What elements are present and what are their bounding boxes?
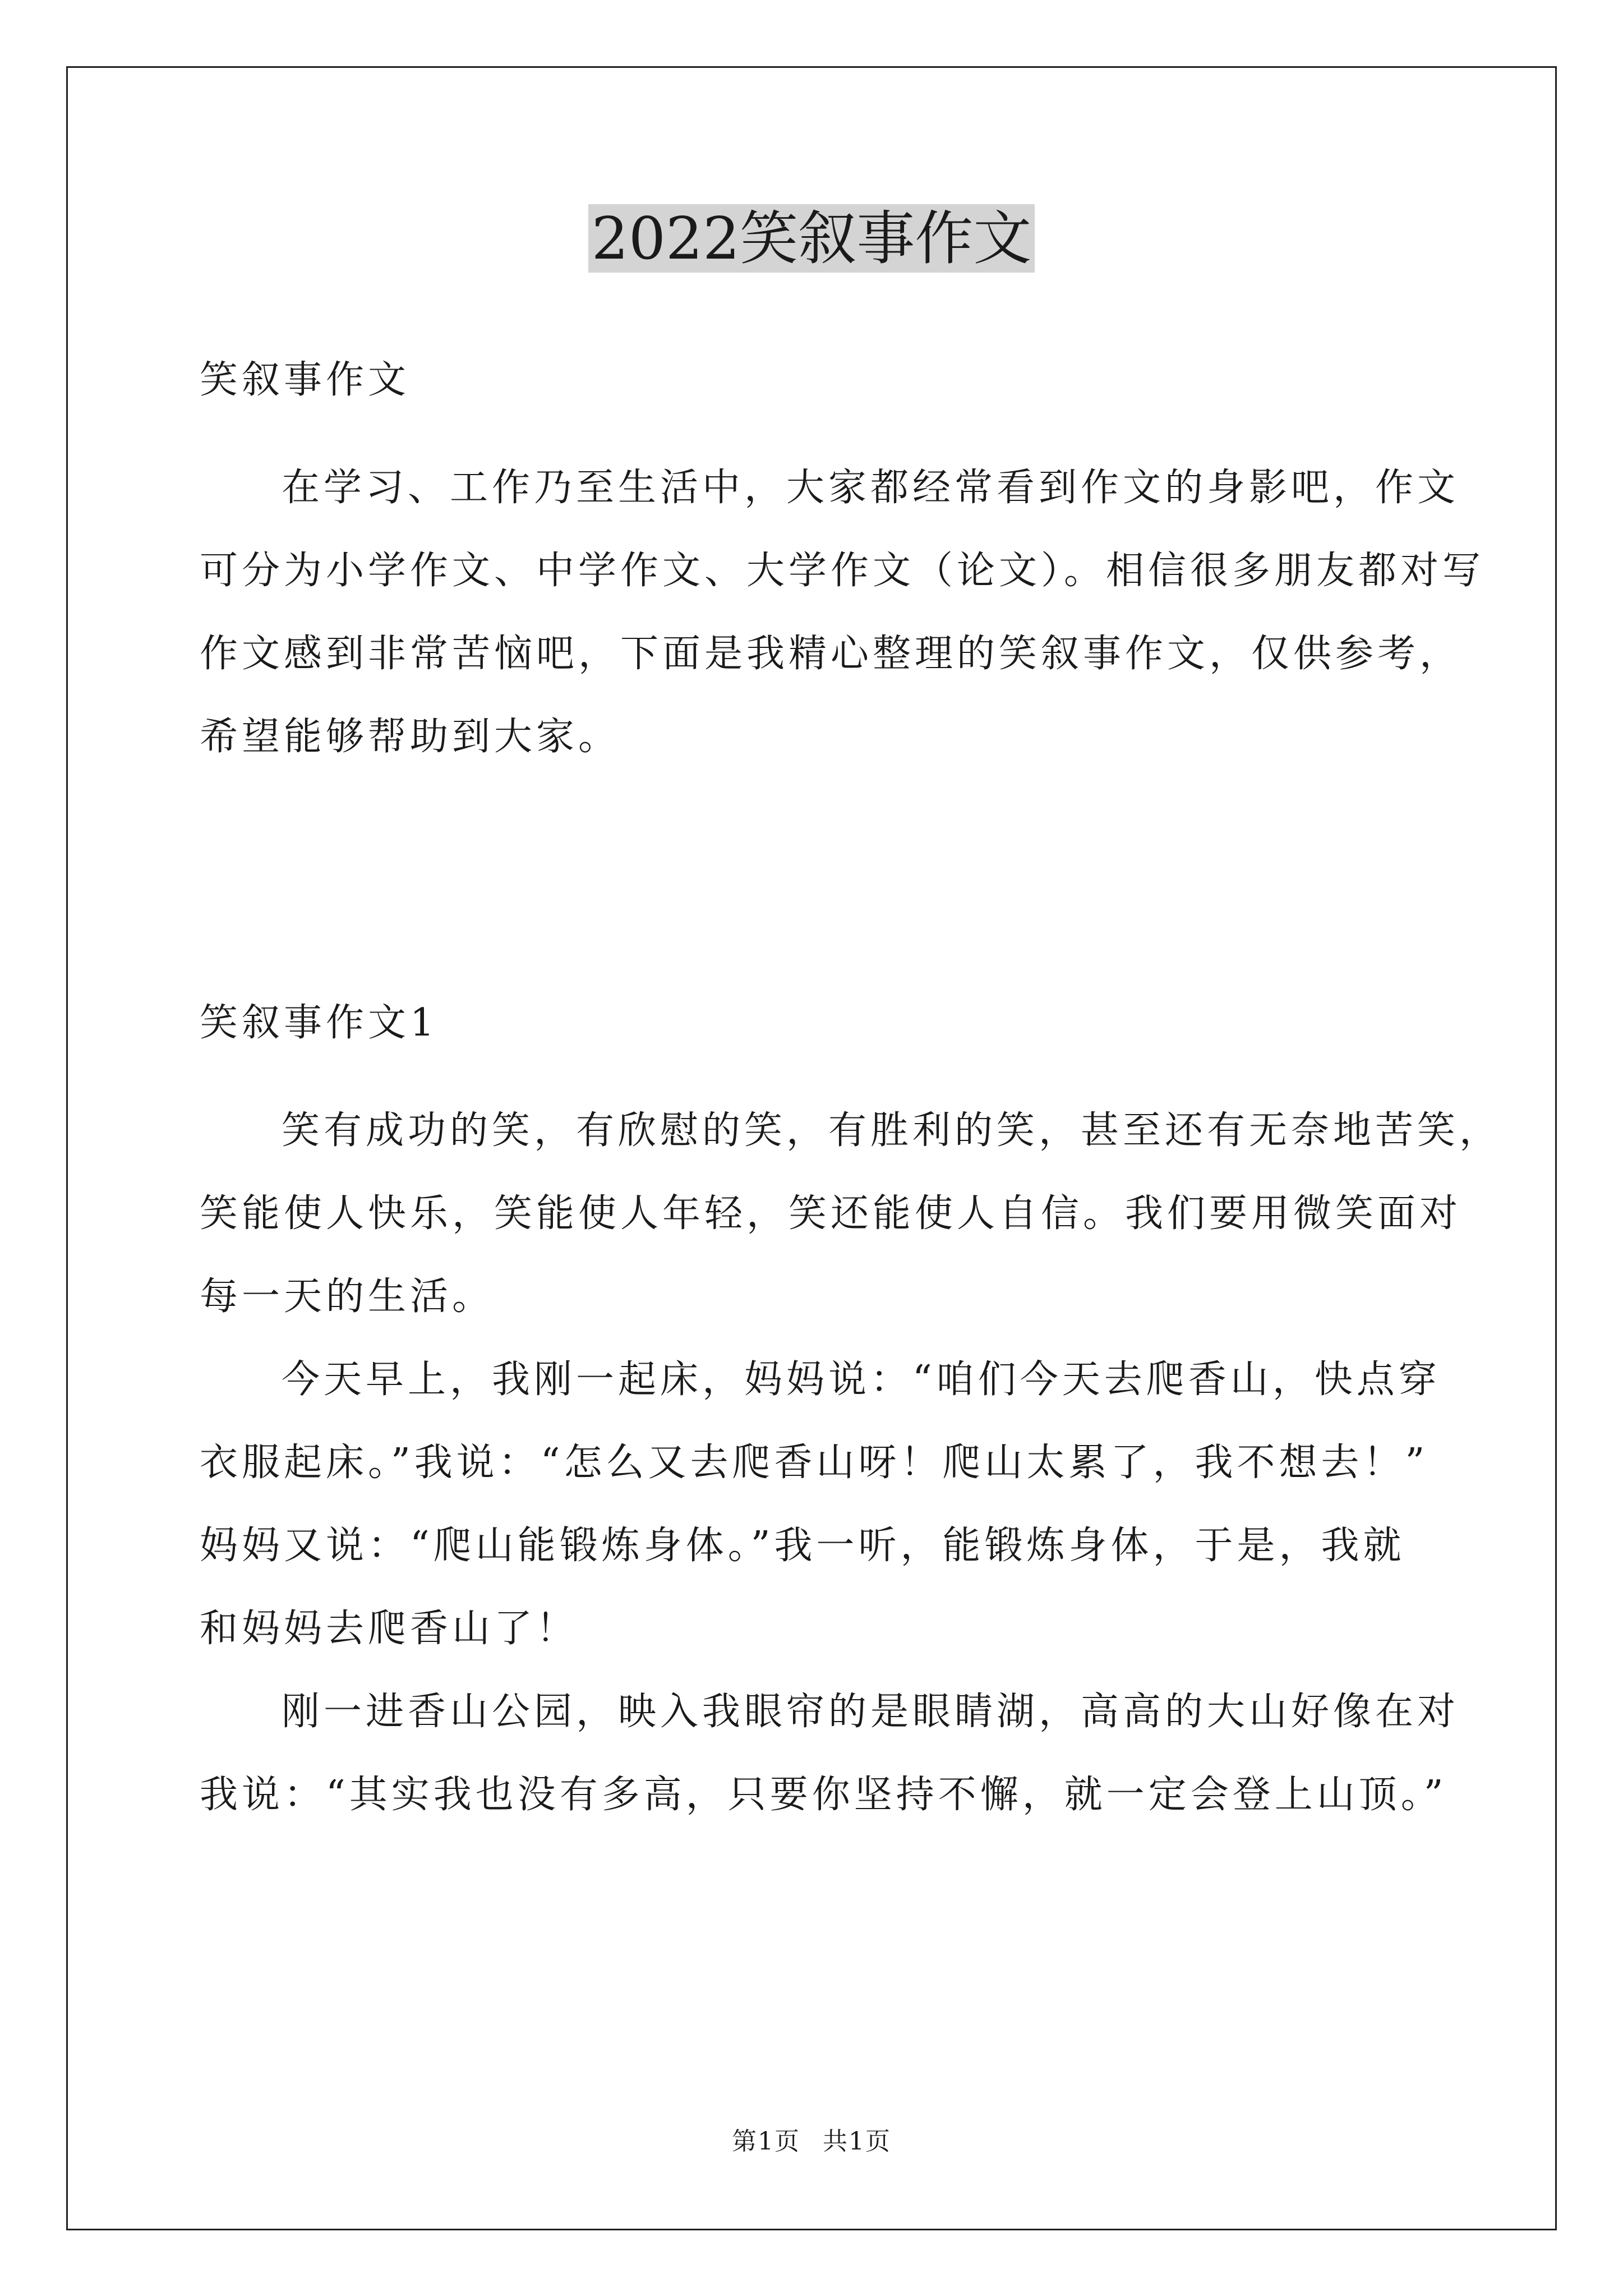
intro-line: 希望能够帮助到大家。 (200, 715, 621, 759)
paragraph-line: 妈妈又说：“爬山能锻炼身体。”我一听，能锻炼身体，于是，我就 (200, 1524, 1405, 1568)
paragraph-line: 笑能使人快乐，笑能使人年轻，笑还能使人自信。我们要用微笑面对 (200, 1191, 1462, 1236)
section1-paragraph-2 (200, 1338, 1441, 1671)
intro-line: 可分为小学作文、中学作文、大学作文（论文）。相信很多朋友都对写 (200, 549, 1485, 593)
paragraph-line: 今天早上，我刚一起床，妈妈说：“咱们今天去爬香山，快点穿 (282, 1358, 1441, 1402)
section1-paragraph-3 (200, 1671, 1460, 1837)
intro-line: 在学习、工作乃至生活中，大家都经常看到作文的身影吧，作文 (282, 466, 1460, 510)
intro-paragraph (200, 447, 1485, 779)
paragraph-line: 笑有成功的笑，有欣慰的笑，有胜利的笑，甚至还有无奈地苦笑， (282, 1108, 1502, 1153)
paragraph-line: 每一天的生活。 (200, 1274, 495, 1319)
document-title (0, 199, 1623, 278)
page-number: 第1页 (732, 2127, 800, 2156)
paragraph-line: 衣服起床。”我说：“怎么又去爬香山呀！爬山太累了，我不想去！” (200, 1441, 1429, 1485)
paragraph-line: 我说：“其实我也没有多高，只要你坚持不懈，就一定会登上山顶。” (200, 1773, 1447, 1817)
subtitle: 笑叙事作文 (200, 358, 411, 402)
paragraph-line: 和妈妈去爬香山了！ (200, 1607, 579, 1651)
title-text: 2022笑叙事作文 (588, 204, 1035, 273)
section1-paragraph-1 (200, 1089, 1502, 1338)
paragraph-line: 刚一进香山公园，映入我眼帘的是眼睛湖，高高的大山好像在对 (282, 1690, 1460, 1734)
section-heading: 笑叙事作文1 (200, 1001, 439, 1045)
page-footer (0, 2125, 1623, 2159)
page-total: 共1页 (823, 2127, 891, 2156)
intro-line: 作文感到非常苦恼吧，下面是我精心整理的笑叙事作文，仅供参考， (200, 632, 1462, 676)
